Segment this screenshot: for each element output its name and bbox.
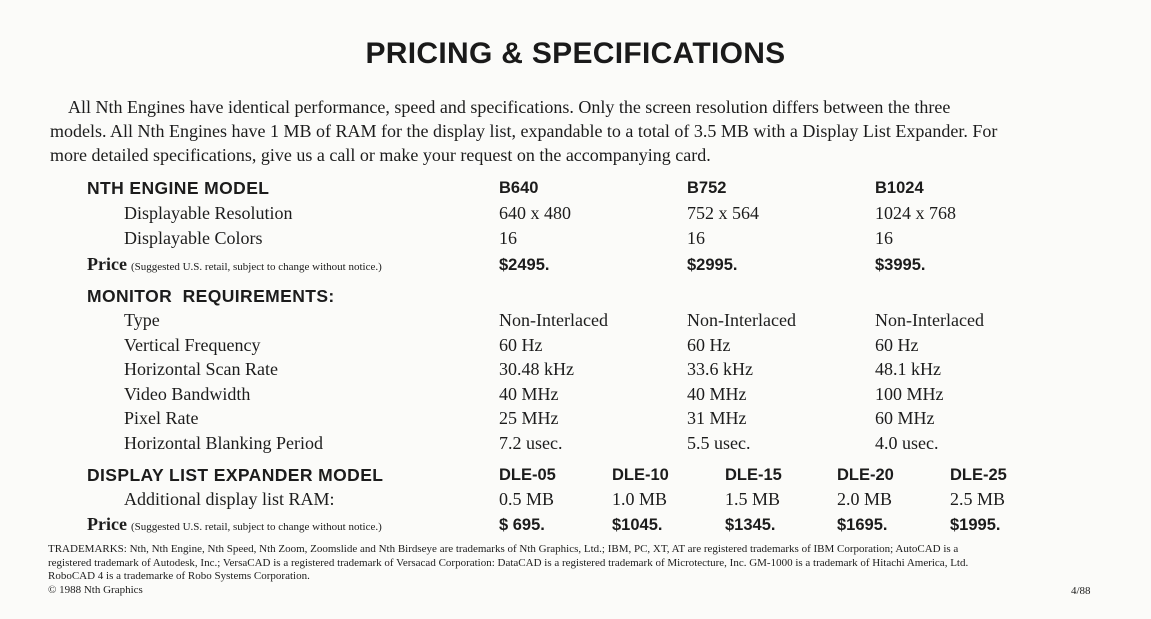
price-label: Price [87,514,127,534]
spec-label: Vertical Frequency [124,335,261,355]
spec-value: 16 [499,228,517,248]
price-label: Price [87,254,127,274]
intro-line: models. All Nth Engines have 1 MB of RAM for the display list, expandable to a total of 3.5 MB with a Display List Expander. For [50,121,998,141]
spec-value: 0.5 MB [499,489,555,509]
engine-price: $3995. [875,256,926,274]
expander-model: DLE-10 [612,466,669,484]
spec-value: 752 x 564 [687,203,759,223]
trademark-line: TRADEMARKS: Nth, Nth Engine, Nth Speed, Nth Zoom, Zoomslide and Nth Birdseye are trademarks of Nth Graphics, Ltd.; IBM, PC, XT, AT are registered trademarks of IBM Corporation; AutoCAD is a [48,543,959,555]
price-note: (Suggested U.S. retail, subject to change without notice.) [130,261,382,273]
intro-line: All Nth Engines have identical performance, speed and specifications. Only the screen resolution differs between the three [68,97,951,117]
spec-value: 16 [687,228,705,248]
spec-value: 640 x 480 [499,203,571,223]
spec-label: Pixel Rate [124,408,199,428]
page-title: PRICING & SPECIFICATIONS [365,37,786,70]
spec-label: Additional display list RAM: [124,489,335,509]
spec-value: Non-Interlaced [499,310,608,330]
spec-label: Displayable Colors [124,228,263,248]
spec-value: 33.6 kHz [687,359,753,379]
spec-value: 60 Hz [875,335,919,355]
expander-price: $1345. [725,516,776,534]
intro-paragraph [50,95,1110,167]
spec-value: 16 [875,228,893,248]
trademark-line: registered trademark of Autodesk, Inc.; VersaCAD is a registered trademark of Versacad Corporation: DataCAD is a registered trademark of Microtecture, Inc. GM-1000 is a trademark of Hitachi America, Ltd. [48,556,969,569]
spec-value: 1024 x 768 [875,203,956,223]
spec-value: Non-Interlaced [875,310,984,330]
engine-price: $2995. [687,256,738,274]
trademark-line: RoboCAD 4 is a trademarke of Robo Systems Corporation. [48,570,310,582]
spec-value: 4.0 usec. [875,433,939,453]
spec-label: Type [124,310,160,330]
spec-value: 2.5 MB [950,489,1006,509]
spec-value: 60 MHz [875,408,935,428]
spec-value: 100 MHz [875,384,944,404]
intro-line: more detailed specifications, give us a call or make your request on the accompanying card. [50,145,711,165]
spec-value: 40 MHz [499,384,559,404]
expander-model: DLE-25 [950,466,1007,484]
spec-value: 1.5 MB [725,489,781,509]
expander-model: DLE-15 [725,466,782,484]
spec-value: 5.5 usec. [687,433,751,453]
date-code: 4/88 [1071,585,1091,597]
engine-model-b1024: B1024 [875,179,924,197]
spec-value: Non-Interlaced [687,310,796,330]
expander-model: DLE-20 [837,466,894,484]
expander-price: $1695. [837,516,888,534]
spec-value: 31 MHz [687,408,747,428]
expander-price-label [87,514,382,535]
spec-value: 25 MHz [499,408,559,428]
engine-model-b640: B640 [499,179,539,197]
expander-model: DLE-05 [499,466,556,484]
spec-value: 60 Hz [687,335,731,355]
engine-model-b752: B752 [687,179,727,197]
spec-label: Horizontal Scan Rate [124,359,278,379]
expander-price: $1045. [612,516,663,534]
spec-value: 1.0 MB [612,489,668,509]
spec-value: 48.1 kHz [875,359,941,379]
trademarks-footnote [48,543,1108,597]
expander-price: $1995. [950,516,1001,534]
spec-label: Horizontal Blanking Period [124,433,323,453]
spec-value: 7.2 usec. [499,433,563,453]
expander-price: $ 695. [499,516,545,534]
engine-section-header: NTH ENGINE MODEL [87,178,270,198]
engine-price: $2495. [499,256,550,274]
spec-value: 30.48 kHz [499,359,574,379]
expander-section-header: DISPLAY LIST EXPANDER MODEL [87,465,384,485]
spec-value: 60 Hz [499,335,543,355]
price-note: (Suggested U.S. retail, subject to change without notice.) [130,521,382,533]
monitor-section-header: MONITOR REQUIREMENTS: [87,286,335,306]
spec-label: Displayable Resolution [124,203,293,223]
spec-label: Video Bandwidth [124,384,251,404]
spec-value: 2.0 MB [837,489,893,509]
spec-value: 40 MHz [687,384,747,404]
copyright-line: © 1988 Nth Graphics [48,583,143,596]
engine-price-label [87,254,382,275]
